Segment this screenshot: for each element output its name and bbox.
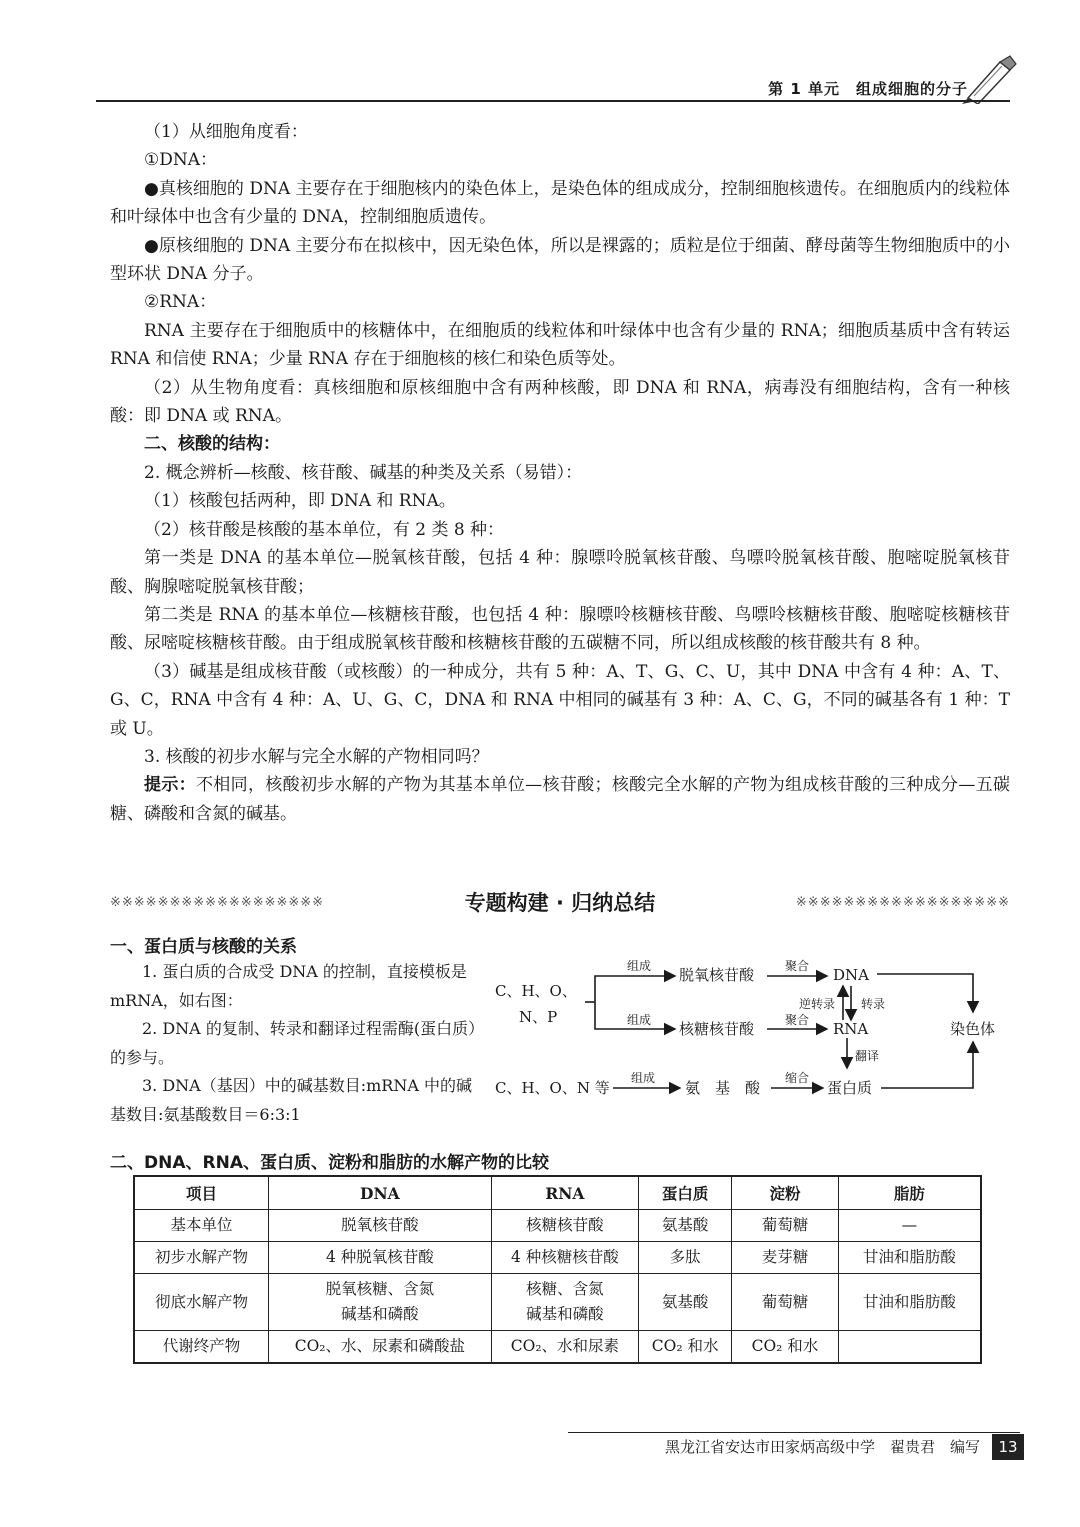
table-cell: 核糖、含氮 碱基和磷酸 — [491, 1274, 639, 1331]
unit-title: 第 1 单元 组成细胞的分子 — [768, 80, 968, 98]
paragraph: （1）从细胞角度看： — [144, 122, 308, 142]
diagram-label: 聚合 — [785, 1013, 810, 1027]
paragraph: 3. 核酸的初步水解与完全水解的产物相同吗？ — [144, 746, 489, 767]
table-cell: 多肽 — [639, 1242, 732, 1274]
table-cell: CO₂、水、尿素和磷酸盐 — [269, 1331, 491, 1364]
diagram-protein: 蛋白质 — [827, 1079, 873, 1097]
footer-author: 黑龙江省安达市田家炳高级中学 翟贵君 编写 — [664, 1438, 980, 1456]
table-cell: CO₂ 和水 — [732, 1331, 839, 1364]
hint-paragraph — [110, 771, 1010, 828]
hint-text: 不相同，核酸初步水解的产物为其基本单位—核苷酸；核酸完全水解的产物为组成核苷酸的三种成分—五碳糖、磷酸和含氮的碱基。 — [110, 775, 1011, 824]
table-cell: 初步水解产物 — [134, 1242, 269, 1274]
table-header: RNA — [491, 1176, 639, 1210]
paragraph: RNA 主要存在于细胞质中的核糖体中，在细胞质的线粒体和叶绿体中也含有少量的 RNA；细胞质基质中含有转运 RNA 和信使 RNA；少量 RNA 存在于细胞核的核仁和染色质等处。 — [110, 320, 1010, 370]
fountain-pen-icon — [960, 52, 1020, 104]
paragraph: 第一类是 DNA 的基本单位—脱氧核苷酸，包括 4 种：腺嘌呤脱氧核苷酸、鸟嘌呤脱氧核苷酸、胞嘧啶脱氧核苷酸、胸腺嘧啶脱氧核苷酸； — [110, 548, 1010, 597]
paragraph: （2）核苷酸是核酸的基本单位，有 2 类 8 种： — [144, 519, 505, 540]
banner-title: 专题构建 · 归纳总结 — [464, 891, 656, 915]
diagram-amino-acid: 氨 基 酸 — [685, 1079, 761, 1097]
table-row — [134, 1274, 981, 1331]
table-cell: 葡萄糖 — [732, 1210, 839, 1242]
paragraph: 第二类是 RNA 的基本单位—核糖核苷酸，也包括 4 种：腺嘌呤核糖核苷酸、鸟嘌呤核糖核苷酸、胞嘧啶核糖核苷酸、尿嘧啶核糖核苷酸。由于组成脱氧核苷酸和核糖核苷酸的五碳糖不同，所以组成核酸的核苷酸共有 8 种。 — [110, 604, 1010, 654]
table-cell: 氨基酸 — [639, 1210, 732, 1242]
banner-stars-right: ※※※※※※※※※※※※※※※※※※ — [795, 894, 1010, 910]
table-cell: 脱氧核糖、含氮 碱基和磷酸 — [269, 1274, 491, 1331]
table-header: 脂肪 — [838, 1176, 981, 1210]
diagram-dna: DNA — [833, 966, 869, 984]
paragraph: （3）碱基是组成核苷酸（或核酸）的一种成分，共有 5 种：A、T、G、C、U，其中 DNA 中含有 4 种：A、T、G、C，RNA 中含有 4 种：A、U、G、C，DNA 和 RNA 中相同的碱基有 3 种：A、C、G，不同的碱基各有 1 种：T 或 U。 — [110, 661, 1010, 739]
table-cell: 彻底水解产物 — [134, 1274, 269, 1331]
table-cell: 4 种脱氧核苷酸 — [269, 1242, 491, 1274]
paragraph: 3. DNA（基因）中的碱基数目:mRNA 中的碱基数目:氨基酸数目＝6:3:1 — [110, 1076, 472, 1124]
table-cell: 葡萄糖 — [732, 1274, 839, 1331]
table-cell: CO₂、水和尿素 — [491, 1331, 639, 1364]
table-row — [134, 1210, 981, 1242]
paragraph: （1）核酸包括两种，即 DNA 和 RNA。 — [144, 491, 456, 512]
table-cell: 代谢终产物 — [134, 1331, 269, 1364]
table-row — [134, 1331, 981, 1364]
protein-nucleic-acid-diagram — [495, 950, 1010, 1110]
footer-rule — [568, 1432, 1020, 1433]
diagram-transcription: 转录 — [861, 997, 886, 1011]
section1-text — [110, 958, 485, 1129]
paragraph: ①DNA： — [144, 150, 218, 171]
paragraph: ●真核细胞的 DNA 主要存在于细胞核内的染色体上，是染色体的组成成分，控制细胞核遗传。在细胞质内的线粒体和叶绿体中也含有少量的 DNA，控制细胞质遗传。 — [110, 178, 1010, 228]
section-banner — [110, 882, 1010, 922]
table-row — [134, 1242, 981, 1274]
main-text — [110, 118, 1010, 828]
section1-heading: 一、蛋白质与核酸的关系 — [110, 937, 297, 957]
table-header: 淀粉 — [732, 1176, 839, 1210]
table-cell: CO₂ 和水 — [639, 1331, 732, 1364]
table-cell: 4 种核糖核苷酸 — [491, 1242, 639, 1274]
table-cell — [838, 1331, 981, 1364]
page-number: 13 — [992, 1434, 1024, 1460]
table-cell: 甘油和脂肪酸 — [838, 1274, 981, 1331]
table-cell: 基本单位 — [134, 1210, 269, 1242]
diagram-elements-protein: C、H、O、N 等 — [495, 1079, 610, 1097]
table-cell: 核糖核苷酸 — [491, 1210, 639, 1242]
paragraph: 2. 概念辨析—核酸、核苷酸、碱基的种类及关系（易错）： — [144, 462, 583, 483]
diagram-elements-nucleic-2: N、P — [519, 1008, 558, 1026]
diagram-ribonucleotide: 核糖核苷酸 — [679, 1020, 755, 1038]
diagram-translation: 翻译 — [855, 1049, 880, 1063]
table-header: DNA — [269, 1176, 491, 1210]
paragraph: ●原核细胞的 DNA 主要分布在拟核中，因无染色体，所以是裸露的；质粒是位于细菌、酵母菌等生物细胞质中的小型环状 DNA 分子。 — [110, 235, 1010, 285]
table-header-row — [134, 1176, 981, 1210]
diagram-elements-nucleic: C、H、O、 — [495, 982, 577, 1000]
diagram-reverse-transcription: 逆转录 — [799, 997, 836, 1011]
paragraph: 1. 蛋白质的合成受 DNA 的控制，直接模板是 mRNA，如右图： — [110, 962, 467, 1010]
paragraph: ②RNA： — [144, 292, 217, 313]
paragraph: （2）从生物角度看：真核细胞和原核细胞中含有两种核酸，即 DNA 和 RNA，病毒没有细胞结构，含有一种核酸：即 DNA 或 RNA。 — [110, 377, 1010, 427]
hint-label: 提示： — [144, 775, 196, 796]
paragraph: 2. DNA 的复制、转录和翻译过程需酶(蛋白质）的参与。 — [110, 1019, 485, 1067]
table-header: 蛋白质 — [639, 1176, 732, 1210]
table-cell: 甘油和脂肪酸 — [838, 1242, 981, 1274]
hydrolysis-comparison-table — [133, 1175, 982, 1364]
table-cell: 麦芽糖 — [732, 1242, 839, 1274]
diagram-rna: RNA — [833, 1020, 869, 1038]
table-cell: — — [838, 1210, 981, 1242]
diagram-label: 聚合 — [785, 959, 810, 973]
table-cell: 氨基酸 — [639, 1274, 732, 1331]
diagram-label: 组成 — [631, 1071, 656, 1085]
table-header: 项目 — [134, 1176, 269, 1210]
banner-stars-left: ※※※※※※※※※※※※※※※※※※ — [110, 894, 325, 910]
diagram-chromosome: 染色体 — [950, 1020, 996, 1038]
table-cell: 脱氧核苷酸 — [269, 1210, 491, 1242]
diagram-deoxynucleotide: 脱氧核苷酸 — [679, 966, 755, 984]
subheading: 二、核酸的结构： — [144, 434, 280, 455]
diagram-label: 组成 — [627, 1013, 652, 1027]
header-rule — [96, 100, 1010, 102]
diagram-label: 组成 — [627, 959, 652, 973]
diagram-label: 缩合 — [785, 1071, 810, 1085]
section2-heading: 二、DNA、RNA、蛋白质、淀粉和脂肪的水解产物的比较 — [110, 1153, 549, 1173]
